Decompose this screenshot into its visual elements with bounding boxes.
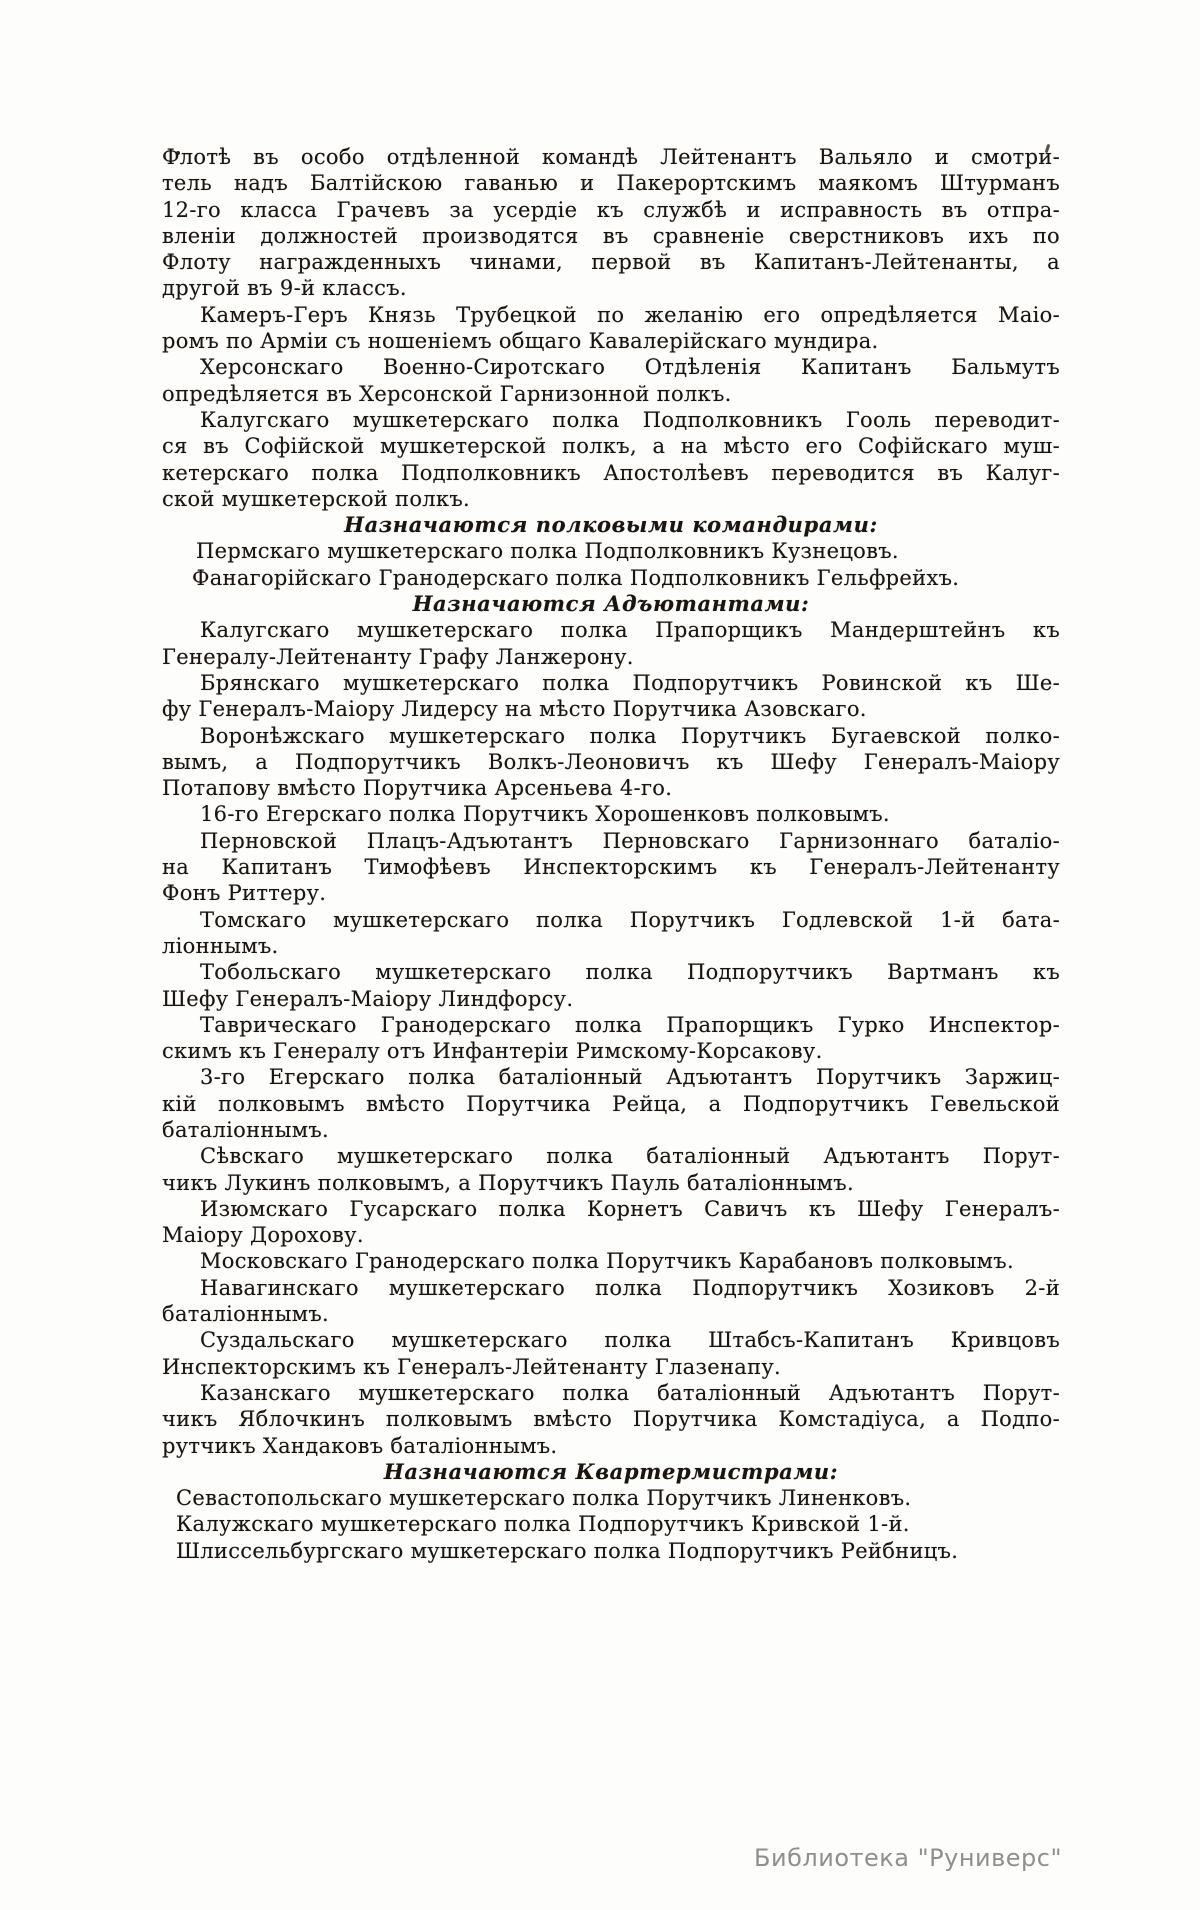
paragraph	[162, 1012, 1060, 1065]
text-line: опредѣляется въ Херсонской Гарнизонной полкъ.	[162, 381, 732, 406]
paragraph	[162, 801, 1060, 827]
text-line: рутчикъ Хандаковъ баталіоннымъ.	[162, 1433, 558, 1458]
text-line: баталіоннымъ.	[162, 1117, 329, 1142]
text-line: Фанагорійскаго Гранодерскаго полка Подполковникъ Гельфрейхъ.	[192, 565, 960, 590]
paragraph	[162, 670, 1060, 723]
text-line: Севастопольскаго мушкетерскаго полка Порутчикъ Линенковъ.	[176, 1486, 912, 1511]
page-text	[162, 144, 1060, 1564]
paragraph	[162, 407, 1060, 512]
text-line: Брянскаго мушкетерскаго полка Подпорутчикъ Ровинской къ Ше-	[200, 670, 1060, 695]
text-line: Инспекторскимъ къ Генералъ-Лейтенанту Глазенапу.	[162, 1354, 782, 1379]
text-line: кій полковымъ вмѣсто Порутчика Рейца, а Подпорутчикъ Гевельской	[162, 1091, 1060, 1116]
text-line: Томскаго мушкетерскаго полка Порутчикъ Годлевской 1-й бата-	[200, 907, 1060, 932]
text-line: Московскаго Гранодерскаго полка Порутчикъ Карабановъ полковымъ.	[200, 1249, 1014, 1274]
text-line: ся въ Софійской мушкетерской полкъ, а на мѣсто его Софійскаго муш-	[162, 434, 1060, 459]
section-heading: Назначаются Квартермистрами:	[383, 1458, 839, 1484]
paragraph	[162, 617, 1060, 670]
text-line: Перновской Плацъ-Адъютантъ Перновскаго Гарнизоннаго баталіо-	[200, 828, 1060, 853]
paragraph	[162, 538, 1060, 564]
text-line: Калугскаго мушкетерскаго полка Подполковникъ Гооль переводит-	[200, 407, 1060, 432]
paragraph	[162, 144, 1060, 302]
text-line: Шлиссельбургскаго мушкетерскаго полка Подпорутчикъ Рейбницъ.	[176, 1538, 959, 1563]
text-line: Херсонскаго Военно-Сиротскаго Отдѣленія Капитанъ Бальмутъ	[200, 355, 1060, 380]
section-heading: Назначаются Адъютантами:	[412, 591, 810, 617]
text-line: Маіору Дорохову.	[162, 1223, 364, 1248]
text-line: Изюмскаго Гусарскаго полка Корнетъ Савичъ къ Шефу Генералъ-	[200, 1196, 1060, 1221]
paragraph	[162, 1275, 1060, 1328]
text-line: Флоту награжденныхъ чинами, первой въ Капитанъ-Лейтенанты, а	[162, 250, 1060, 275]
text-line: вленіи должностей производятся въ сравненіе сверстниковъ ихъ по	[162, 223, 1060, 248]
paragraph	[162, 565, 1060, 591]
text-line: Казанскаго мушкетерскаго полка баталіонный Адъютантъ Порут-	[200, 1380, 1060, 1405]
text-line: Шефу Генералъ-Маіору Линдфорсу.	[162, 986, 574, 1011]
text-line: 3-го Егерскаго полка баталіонный Адъютантъ Порутчикъ Заржиц-	[200, 1065, 1060, 1090]
paragraph	[162, 959, 1060, 1012]
text-line: Воронѣжскаго мушкетерскаго полка Порутчикъ Бугаевской полко-	[200, 723, 1060, 748]
paragraph	[162, 1511, 1060, 1537]
text-line: ліоннымъ.	[162, 933, 279, 958]
text-line: Навагинскаго мушкетерскаго полка Подпорутчикъ Хозиковъ 2-й	[200, 1275, 1060, 1300]
text-line: Камеръ-Геръ Князь Трубецкой по желанію его опредѣляется Маіо-	[200, 302, 1060, 327]
text-line: Суздальскаго мушкетерскаго полка Штабсъ-Капитанъ Кривцовъ	[200, 1328, 1060, 1353]
text-line: ромъ по Арміи съ ношеніемъ общаго Кавалерійскаго мундира.	[162, 329, 879, 354]
text-line: кетерскаго полка Подполковникъ Апостолѣевъ переводится въ Калуг-	[162, 460, 1060, 485]
paragraph	[162, 1538, 1060, 1564]
paragraph	[162, 1143, 1060, 1196]
section-heading: Назначаются полковыми командирами:	[344, 512, 878, 538]
paragraph	[162, 828, 1060, 907]
paragraph	[162, 302, 1060, 355]
text-line: фу Генералъ-Маіору Лидерсу на мѣсто Порутчика Азовскаго.	[162, 697, 867, 722]
text-line: ской мушкетерской полкъ.	[162, 486, 470, 511]
text-line: другой въ 9-й классъ.	[162, 276, 407, 301]
paragraph	[162, 354, 1060, 407]
text-line: вымъ, а Подпорутчикъ Волкъ-Леоновичъ къ Шефу Генералъ-Маіору	[162, 749, 1060, 774]
text-line: 12-го класса Грачевъ за усердіе къ службѣ и исправность въ отпра-	[162, 197, 1060, 222]
text-line: Сѣвскаго мушкетерскаго полка баталіонный Адъютантъ Порут-	[200, 1144, 1060, 1169]
text-line: чикъ Яблочкинъ полковымъ вмѣсто Порутчика Комстадіуса, а Подпо-	[162, 1407, 1060, 1432]
paragraph	[162, 1248, 1060, 1274]
text-line: Флотѣ въ особо отдѣленной командѣ Лейтенантъ Вальяло и смотри-	[162, 145, 1060, 169]
text-line: Тобольскаго мушкетерскаго полка Подпорутчикъ Вартманъ къ	[200, 960, 1060, 985]
paragraph	[162, 907, 1060, 960]
text-line: Калужскаго мушкетерскаго полка Подпорутчикъ Кривской 1-й.	[176, 1512, 910, 1537]
text-line: на Капитанъ Тимофѣевъ Инспекторскимъ къ Генералъ-Лейтенанту	[162, 855, 1060, 880]
paragraph	[162, 1064, 1060, 1143]
library-watermark: Библиотека "Руниверс"	[754, 1844, 1062, 1872]
paragraph	[162, 1380, 1060, 1459]
text-line: чикъ Лукинъ полковымъ, а Порутчикъ Пауль баталіоннымъ.	[162, 1170, 854, 1195]
text-line: Калугскаго мушкетерскаго полка Прапорщикъ Мандерштейнъ къ	[200, 618, 1060, 643]
paragraph	[162, 1196, 1060, 1249]
text-line: Фонъ Риттеру.	[162, 881, 327, 906]
paragraph	[162, 1485, 1060, 1511]
text-line: Генералу-Лейтенанту Графу Ланжерону.	[162, 644, 634, 669]
text-line: баталіоннымъ.	[162, 1302, 329, 1327]
text-line: тель надъ Балтійскою гаванью и Пакерортскимъ маякомъ Штурманъ	[162, 171, 1060, 196]
text-line: Потапову вмѣсто Порутчика Арсеньева 4-го.	[162, 776, 673, 801]
paragraph	[162, 723, 1060, 802]
text-line: 16-го Егерскаго полка Порутчикъ Хорошенковъ полковымъ.	[200, 802, 890, 827]
paragraph	[162, 1327, 1060, 1380]
text-line: скимъ къ Генералу отъ Инфантеріи Римскому-Корсакову.	[162, 1039, 823, 1064]
text-line: Таврическаго Гранодерскаго полка Прапорщикъ Гурко Инспектор-	[200, 1012, 1060, 1037]
text-line: Пермскаго мушкетерскаго полка Подполковникъ Кузнецовъ.	[196, 539, 899, 564]
